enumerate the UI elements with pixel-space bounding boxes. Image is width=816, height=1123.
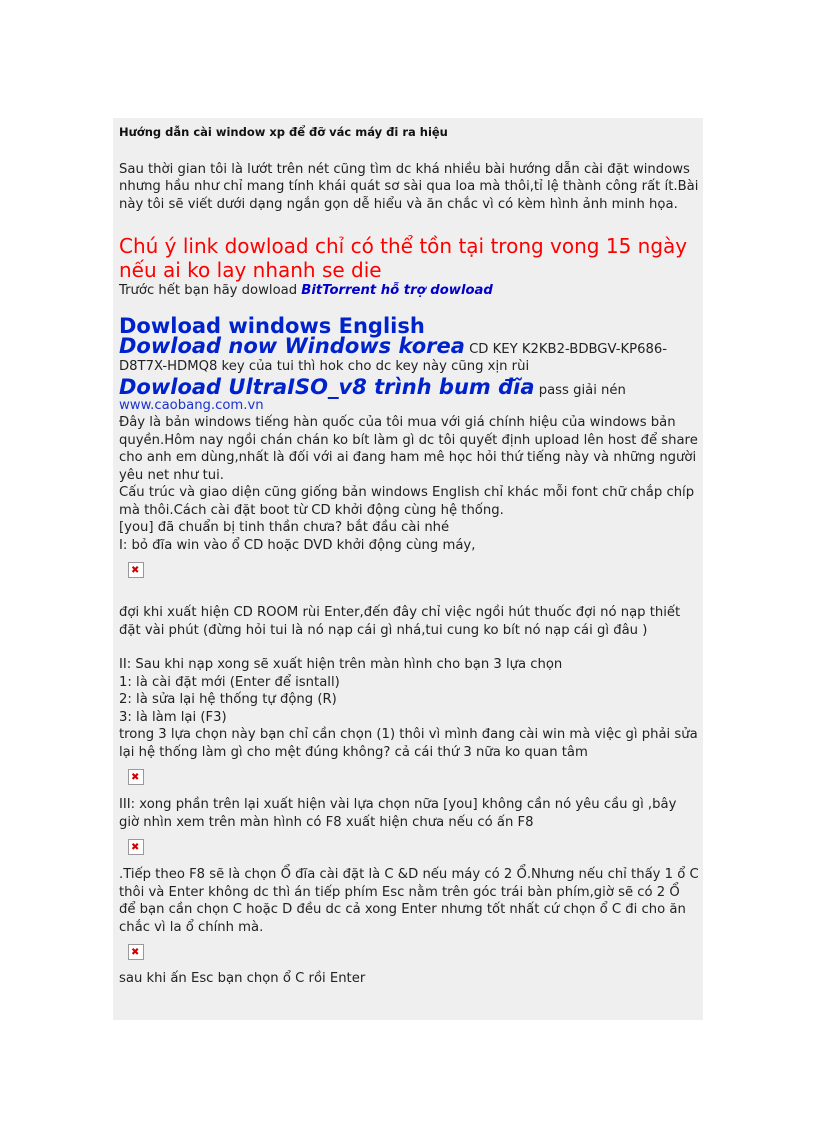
site-url[interactable]: www.caobang.com.vn <box>119 397 264 413</box>
body-paragraph-3: [you] đã chuẩn bị tinh thần chưa? bắt đầu cài nhé <box>119 520 450 535</box>
bittorrent-prefix: Trước hết bạn hãy dowload <box>119 283 298 298</box>
download-english-link[interactable]: Dowload windows English <box>119 313 425 338</box>
document-content <box>119 124 699 988</box>
download-ultraiso-link[interactable]: Dowload UltraISO_v8 trình bum đĩa <box>119 374 535 399</box>
step3-text: III: xong phần trên lại xuất hiện vài lựa chọn nữa [you] không cần nó yêu cầu gì ,bây giờ nhìn xem trên màn hình có F8 xuất hiện chưa nếu có ấn F8 <box>119 797 677 830</box>
korea-key-text: CD KEY K2KB2-BDBGV-KP686-D8T7X-HDMQ8 key của tui thì hok cho dc key này cũng xịn rùi <box>119 341 668 374</box>
warning-text: Chú ý link dowload chỉ có thể tồn tại trong vong 15 ngày nếu ai ko lay nhanh se die <box>119 234 688 282</box>
step4-text: .Tiếp theo F8 sẽ là chọn Ổ đĩa cài đặt là C &D nếu máy có 2 Ổ.Nhưng nếu chỉ thấy 1 ổ C thôi và Enter không dc thì án tiếp phím Esc nằm trên góc trái bàn phím,giờ sẽ có 2 Ổ để bạn cần chọn C hoặc D đều dc cả xong Enter nhưng tốt nhất cứ chọn ổ C đi cho ăn chắc vì la ổ chính mà. <box>119 867 699 935</box>
step2-line-5: trong 3 lựa chọn này bạn chỉ cần chọn (1) thôi vì mình đang cài win mà việc gì phải sửa lại hệ thống làm gì cho mệt đúng không? cả cái thứ 3 nữa ko quan tâm <box>119 727 698 760</box>
body-paragraph-1: Đây là bản windows tiếng hàn quốc của tôi mua với giá chính hiệu của windows bản quyền.Hôm nay ngồi chán chán ko bít làm gì dc tôi quyết định upload lên host để share cho anh em dùng,nhất là đối với ai đang ham mê học hỏi thứ tiếng này và những người yêu net như tui. <box>119 415 698 483</box>
body-paragraph-2: Cấu trúc và giao diện cũng giống bản windows English chỉ khác mỗi font chữ chắp chíp mà thôi.Cách cài đặt boot từ CD khởi động cùng hệ thống. <box>119 485 695 518</box>
ultraiso-pass-text: pass giải nén <box>534 382 626 398</box>
step2-line-2: 1: là cài đặt mới (Enter để isntall) <box>119 674 340 690</box>
step2-line-3: 2: là sửa lại hệ thống tự động (R) <box>119 692 337 707</box>
broken-image-icon <box>128 839 144 855</box>
step5-text: sau khi ấn Esc bạn chọn ổ C rồi Enter <box>119 971 366 986</box>
step2-line-1: II: Sau khi nạp xong sẽ xuất hiện trên màn hình cho bạn 3 lựa chọn <box>119 657 563 672</box>
step2-line-4: 3: là làm lại (F3) <box>119 709 227 725</box>
document-title: Hướng dẫn cài window xp để đỡ vác máy đi ra hiệu <box>119 125 448 139</box>
download-korea-line <box>119 333 699 375</box>
body-paragraph-4: I: bỏ đĩa win vào ổ CD hoặc DVD khởi động cùng máy, <box>119 537 476 553</box>
bittorrent-link[interactable]: BitTorrent hỗ trợ dowload <box>301 283 493 298</box>
broken-image-icon <box>128 769 144 785</box>
intro-paragraph: Sau thời gian tôi là lướt trên nét cũng tìm dc khá nhiều bài hướng dẫn cài đặt windows nhưng hầu như chỉ mang tính khái quát sơ sài qua loa mà thôi,tỉ lệ thành công rất ít.Bài này tôi sẽ viết dưới dạng ngắn gọn dễ hiểu và ăn chắc vì có kèm hình ảnh minh họa. <box>119 161 699 212</box>
download-korea-link[interactable]: Dowload now Windows korea <box>119 333 465 358</box>
broken-image-icon <box>128 562 144 578</box>
broken-image-icon <box>128 944 144 960</box>
step1-after-text: đợi khi xuất hiện CD ROOM rùi Enter,đến đây chỉ việc ngồi hút thuốc đợi nó nạp thiết đặt vài phút (đừng hỏi tui là nó nạp cái gì nhá,tui cung ko bít nó nạp cái gì đâu ) <box>119 605 681 638</box>
bittorrent-line <box>119 282 699 300</box>
